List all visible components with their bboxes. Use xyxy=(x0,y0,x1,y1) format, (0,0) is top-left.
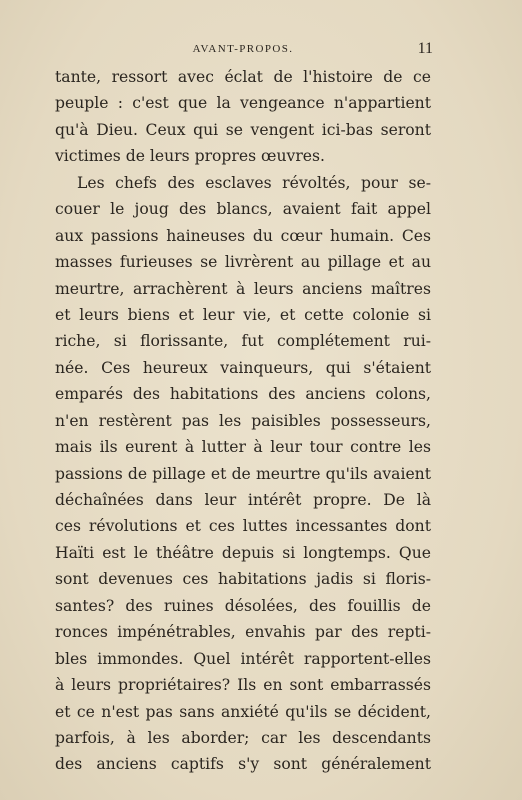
text-line: n'en restèrent pas les paisibles possesseurs, xyxy=(55,411,431,430)
text-line: meurtre, arrachèrent à leurs anciens maîtres xyxy=(55,279,431,298)
text-line: et leurs biens et leur vie, et cette colonie si xyxy=(55,305,431,324)
text-line: riche, si florissante, fut complétement rui- xyxy=(55,332,431,351)
text-line: tante, ressort avec éclat de l'histoire de ce xyxy=(55,68,431,86)
text-line: ronces impénétrables, envahis par des repti- xyxy=(55,623,431,642)
text-line: peuple : c'est que la vengeance n'appartient xyxy=(55,94,431,113)
text-line: parfois, à les aborder; car les descendants xyxy=(55,728,431,747)
text-line: Haïti est le théâtre depuis si longtemps. Que xyxy=(55,543,431,562)
text-line: ces révolutions et ces luttes incessantes dont xyxy=(55,517,431,536)
text-line: et ce n'est pas sans anxiété qu'ils se décident, xyxy=(55,702,431,721)
body-text xyxy=(55,64,431,778)
paragraph-start-line: Les chefs des esclaves révoltés, pour se- xyxy=(77,173,431,192)
text-line: passions de pillage et de meurtre qu'ils avaient xyxy=(55,464,431,483)
text-line: emparés des habitations des anciens colons, xyxy=(55,385,431,404)
text-line: masses furieuses se livrèrent au pillage et au xyxy=(55,253,431,272)
text-line: à leurs propriétaires? Ils en sont embarrassés xyxy=(55,676,431,695)
page-header xyxy=(55,41,431,59)
text-line: qu'à Dieu. Ceux qui se vengent ici-bas seront xyxy=(55,120,431,139)
text-line: aux passions haineuses du cœur humain. Ces xyxy=(55,226,431,245)
text-line: déchaînées dans leur intérêt propre. De là xyxy=(55,491,431,509)
page-number: 11 xyxy=(417,40,433,57)
running-title: AVANT-PROPOS. xyxy=(192,43,294,55)
text-line: des anciens captifs s'y sont généralement xyxy=(55,755,431,774)
text-line: sont devenues ces habitations jadis si floris- xyxy=(55,570,431,589)
text-line: victimes de leurs propres œuvres. xyxy=(55,147,325,166)
text-line: couer le joug des blancs, avaient fait appel xyxy=(55,200,431,219)
text-line: santes? des ruines désolées, des fouillis de xyxy=(55,596,431,615)
text-line: bles immondes. Quel intérêt rapportent-elles xyxy=(55,649,431,668)
text-line: née. Ces heureux vainqueurs, qui s'étaient xyxy=(55,358,431,377)
text-line: mais ils eurent à lutter à leur tour contre les xyxy=(55,438,431,457)
